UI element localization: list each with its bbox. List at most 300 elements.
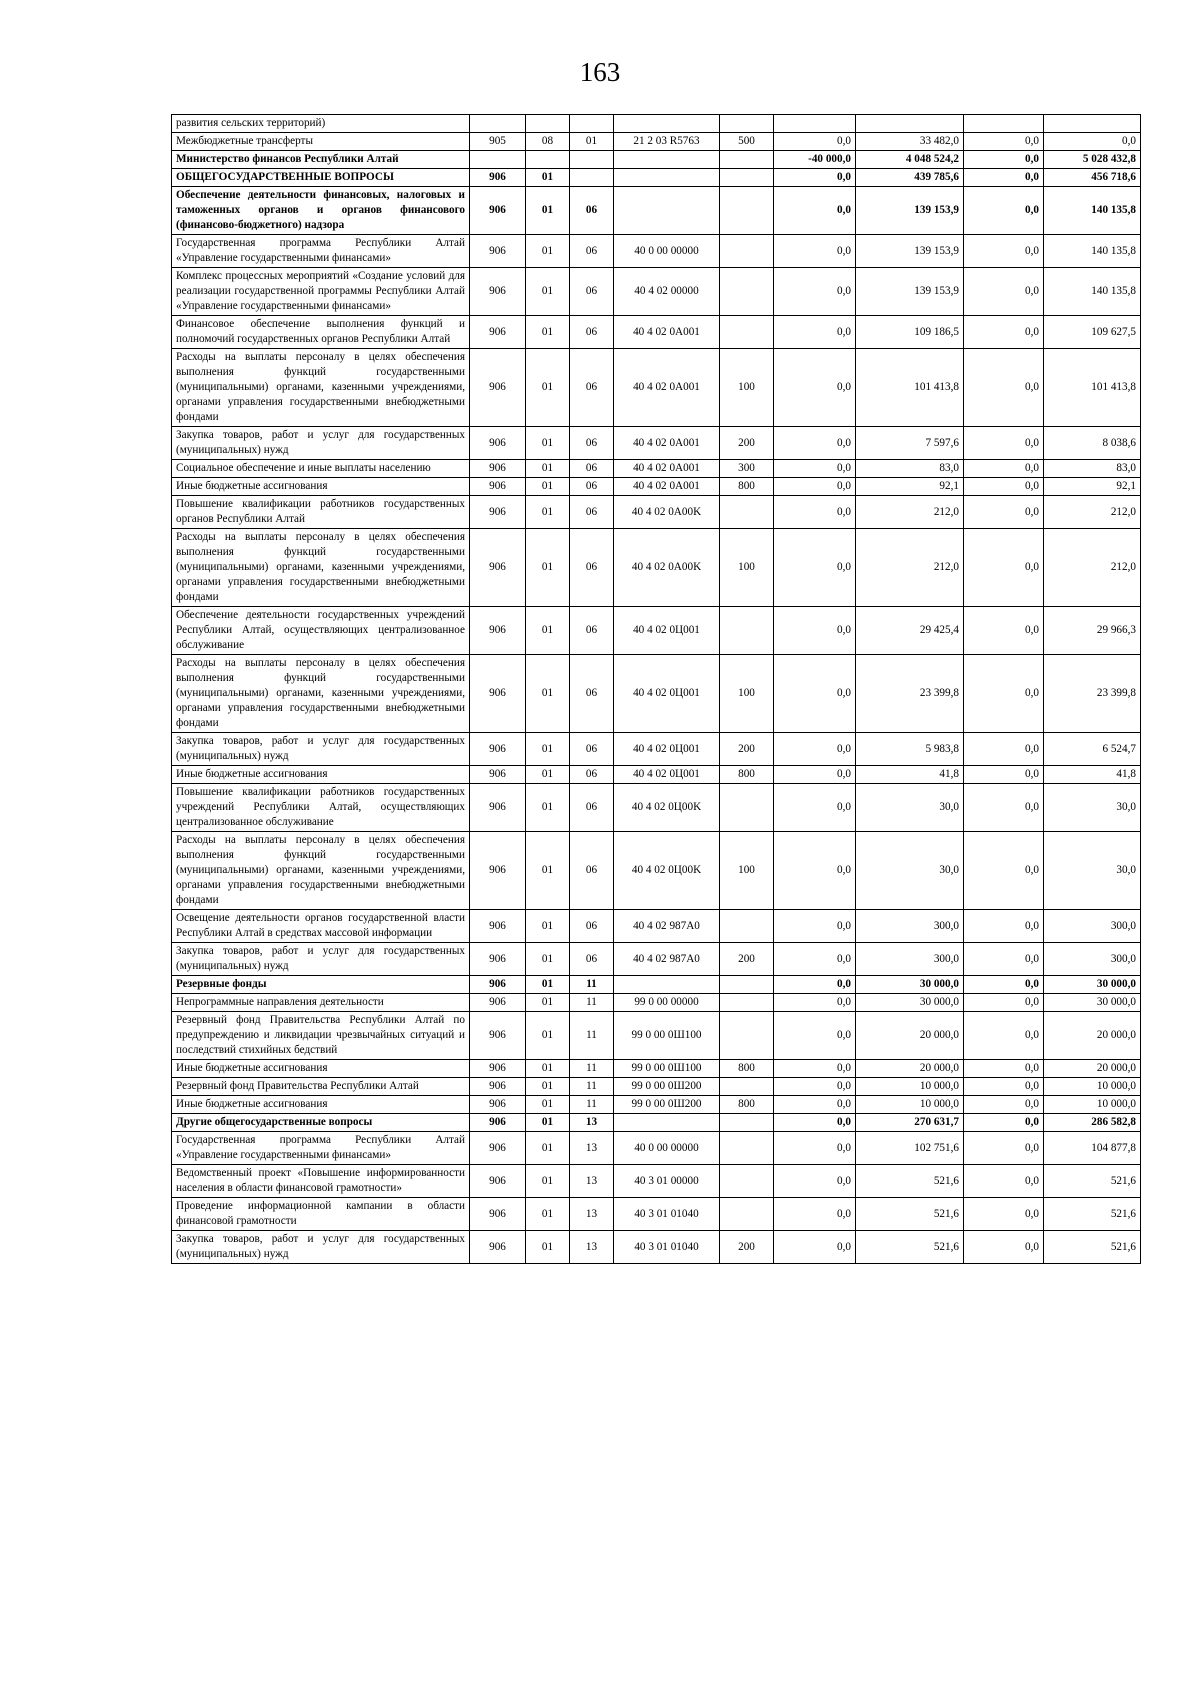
- cell-amount-change2: 0,0: [964, 316, 1044, 349]
- cell-amount-change: 0,0: [774, 943, 856, 976]
- cell-amount-change2: 0,0: [964, 976, 1044, 994]
- cell-amount-change2: 0,0: [964, 427, 1044, 460]
- cell-expense-type: [720, 910, 774, 943]
- cell-amount-year1: 7 597,6: [856, 427, 964, 460]
- cell-grbs: 906: [470, 1078, 526, 1096]
- cell-amount-change2: 0,0: [964, 832, 1044, 910]
- cell-podrazdel: 06: [570, 607, 614, 655]
- cell-target-article: 40 3 01 01040: [614, 1231, 720, 1264]
- cell-grbs: 906: [470, 187, 526, 235]
- cell-amount-change2: 0,0: [964, 943, 1044, 976]
- cell-expense-type: 100: [720, 529, 774, 607]
- table-row: [172, 349, 1141, 427]
- cell-amount-change2: 0,0: [964, 478, 1044, 496]
- cell-grbs: 906: [470, 427, 526, 460]
- cell-amount-change: 0,0: [774, 733, 856, 766]
- cell-podrazdel: 06: [570, 943, 614, 976]
- cell-amount-year1: 5 983,8: [856, 733, 964, 766]
- cell-razdel: 01: [526, 496, 570, 529]
- cell-target-article: 40 4 02 987A0: [614, 943, 720, 976]
- cell-amount-change2: 0,0: [964, 1078, 1044, 1096]
- cell-target-article: 40 0 00 00000: [614, 1132, 720, 1165]
- cell-target-article: [614, 115, 720, 133]
- cell-razdel: 01: [526, 1231, 570, 1264]
- table-row: [172, 733, 1141, 766]
- cell-expense-type: 800: [720, 1096, 774, 1114]
- cell-amount-year2: 92,1: [1044, 478, 1141, 496]
- cell-expense-type: [720, 1165, 774, 1198]
- cell-podrazdel: 06: [570, 733, 614, 766]
- cell-razdel: 01: [526, 1114, 570, 1132]
- cell-amount-change: 0,0: [774, 766, 856, 784]
- cell-podrazdel: [570, 115, 614, 133]
- cell-razdel: 01: [526, 316, 570, 349]
- cell-amount-year1: 30 000,0: [856, 994, 964, 1012]
- cell-grbs: 906: [470, 1165, 526, 1198]
- cell-target-article: 40 4 02 0A001: [614, 427, 720, 460]
- cell-razdel: 01: [526, 943, 570, 976]
- cell-grbs: 906: [470, 268, 526, 316]
- cell-amount-year1: 300,0: [856, 943, 964, 976]
- cell-amount-change: 0,0: [774, 316, 856, 349]
- cell-amount-year2: 30 000,0: [1044, 994, 1141, 1012]
- budget-table: [171, 114, 1141, 1264]
- row-name: Межбюджетные трансферты: [172, 133, 470, 151]
- cell-podrazdel: 06: [570, 187, 614, 235]
- cell-amount-year2: 10 000,0: [1044, 1096, 1141, 1114]
- table-row: [172, 169, 1141, 187]
- cell-amount-year1: 139 153,9: [856, 268, 964, 316]
- cell-razdel: 01: [526, 427, 570, 460]
- cell-amount-year2: 29 966,3: [1044, 607, 1141, 655]
- cell-grbs: 906: [470, 733, 526, 766]
- cell-amount-year2: 140 135,8: [1044, 235, 1141, 268]
- table-row: [172, 1012, 1141, 1060]
- cell-target-article: [614, 1114, 720, 1132]
- row-name: Освещение деятельности органов государственной власти Республики Алтай в средствах массовой информации: [172, 910, 470, 943]
- row-name: Иные бюджетные ассигнования: [172, 478, 470, 496]
- cell-podrazdel: 06: [570, 316, 614, 349]
- cell-amount-year1: 29 425,4: [856, 607, 964, 655]
- cell-razdel: 01: [526, 169, 570, 187]
- cell-expense-type: 200: [720, 943, 774, 976]
- cell-amount-change: 0,0: [774, 133, 856, 151]
- cell-amount-change2: 0,0: [964, 784, 1044, 832]
- cell-amount-year2: 521,6: [1044, 1231, 1141, 1264]
- cell-grbs: 906: [470, 169, 526, 187]
- cell-amount-year2: 140 135,8: [1044, 187, 1141, 235]
- cell-amount-change: 0,0: [774, 655, 856, 733]
- cell-razdel: 01: [526, 733, 570, 766]
- cell-expense-type: [720, 976, 774, 994]
- cell-podrazdel: 11: [570, 1078, 614, 1096]
- cell-grbs: 906: [470, 235, 526, 268]
- table-row: [172, 187, 1141, 235]
- cell-target-article: [614, 151, 720, 169]
- cell-amount-change: 0,0: [774, 349, 856, 427]
- cell-target-article: 40 4 02 0A001: [614, 460, 720, 478]
- cell-razdel: 01: [526, 784, 570, 832]
- cell-expense-type: [720, 1012, 774, 1060]
- cell-amount-change: 0,0: [774, 169, 856, 187]
- cell-expense-type: 500: [720, 133, 774, 151]
- table-row: [172, 1060, 1141, 1078]
- row-name: Расходы на выплаты персоналу в целях обеспечения выполнения функций государственными (муниципальными) органами, казенными учреждениями, органами управления государственными внебюджетными фондами: [172, 529, 470, 607]
- cell-podrazdel: 13: [570, 1114, 614, 1132]
- cell-amount-year1: 212,0: [856, 529, 964, 607]
- cell-amount-change: 0,0: [774, 268, 856, 316]
- row-name: Расходы на выплаты персоналу в целях обеспечения выполнения функций государственными (муниципальными) органами, казенными учреждениями, органами управления государственными внебюджетными фондами: [172, 832, 470, 910]
- cell-podrazdel: 11: [570, 994, 614, 1012]
- cell-amount-change: 0,0: [774, 1198, 856, 1231]
- cell-razdel: 01: [526, 607, 570, 655]
- row-name: Обеспечение деятельности государственных учреждений Республики Алтай, осуществляющих централизованное обслуживание: [172, 607, 470, 655]
- cell-amount-change: 0,0: [774, 187, 856, 235]
- cell-amount-year1: 41,8: [856, 766, 964, 784]
- cell-amount-change: 0,0: [774, 427, 856, 460]
- cell-target-article: 99 0 00 0Ш100: [614, 1060, 720, 1078]
- cell-amount-change: 0,0: [774, 235, 856, 268]
- table-row: [172, 655, 1141, 733]
- cell-target-article: 40 4 02 987A0: [614, 910, 720, 943]
- cell-target-article: [614, 187, 720, 235]
- cell-grbs: 906: [470, 766, 526, 784]
- cell-amount-change2: 0,0: [964, 349, 1044, 427]
- cell-expense-type: 200: [720, 427, 774, 460]
- cell-amount-change: 0,0: [774, 994, 856, 1012]
- cell-amount-year2: 8 038,6: [1044, 427, 1141, 460]
- cell-amount-year2: 521,6: [1044, 1165, 1141, 1198]
- cell-expense-type: [720, 151, 774, 169]
- cell-amount-change2: 0,0: [964, 187, 1044, 235]
- cell-amount-year2: [1044, 115, 1141, 133]
- table-row: [172, 1078, 1141, 1096]
- table-row: [172, 133, 1141, 151]
- row-name: Резервные фонды: [172, 976, 470, 994]
- cell-razdel: 01: [526, 1198, 570, 1231]
- cell-amount-change: 0,0: [774, 478, 856, 496]
- cell-expense-type: 100: [720, 832, 774, 910]
- cell-amount-change2: 0,0: [964, 1132, 1044, 1165]
- cell-podrazdel: 13: [570, 1132, 614, 1165]
- cell-expense-type: [720, 115, 774, 133]
- table-row: [172, 268, 1141, 316]
- cell-amount-year2: 521,6: [1044, 1198, 1141, 1231]
- cell-amount-change2: 0,0: [964, 910, 1044, 943]
- row-name: Закупка товаров, работ и услуг для государственных (муниципальных) нужд: [172, 733, 470, 766]
- cell-amount-year1: 4 048 524,2: [856, 151, 964, 169]
- cell-grbs: 905: [470, 133, 526, 151]
- row-name: Обеспечение деятельности финансовых, налоговых и таможенных органов и органов финансового (финансово-бюджетного) надзора: [172, 187, 470, 235]
- cell-amount-year1: 212,0: [856, 496, 964, 529]
- cell-grbs: 906: [470, 994, 526, 1012]
- cell-razdel: 01: [526, 478, 570, 496]
- cell-amount-year1: 10 000,0: [856, 1096, 964, 1114]
- cell-amount-change2: 0,0: [964, 1165, 1044, 1198]
- cell-grbs: 906: [470, 655, 526, 733]
- cell-grbs: [470, 151, 526, 169]
- cell-amount-change2: 0,0: [964, 994, 1044, 1012]
- cell-grbs: 906: [470, 349, 526, 427]
- row-name: Министерство финансов Республики Алтай: [172, 151, 470, 169]
- cell-razdel: 01: [526, 1078, 570, 1096]
- table-row: [172, 460, 1141, 478]
- cell-expense-type: [720, 169, 774, 187]
- row-name: Другие общегосударственные вопросы: [172, 1114, 470, 1132]
- row-name: Финансовое обеспечение выполнения функций и полномочий государственных органов Республики Алтай: [172, 316, 470, 349]
- cell-amount-change2: [964, 115, 1044, 133]
- cell-grbs: 906: [470, 496, 526, 529]
- cell-razdel: 01: [526, 349, 570, 427]
- cell-grbs: 906: [470, 943, 526, 976]
- cell-amount-year2: 0,0: [1044, 133, 1141, 151]
- cell-amount-year1: 30,0: [856, 784, 964, 832]
- table-row: [172, 1114, 1141, 1132]
- cell-amount-year2: 286 582,8: [1044, 1114, 1141, 1132]
- cell-podrazdel: 06: [570, 832, 614, 910]
- cell-amount-year2: 30 000,0: [1044, 976, 1141, 994]
- cell-target-article: 40 4 02 0A00K: [614, 496, 720, 529]
- row-name: Непрограммные направления деятельности: [172, 994, 470, 1012]
- cell-grbs: 906: [470, 478, 526, 496]
- cell-razdel: 01: [526, 268, 570, 316]
- cell-expense-type: 300: [720, 460, 774, 478]
- cell-amount-change: 0,0: [774, 784, 856, 832]
- cell-amount-change2: 0,0: [964, 1114, 1044, 1132]
- cell-amount-year2: 212,0: [1044, 496, 1141, 529]
- cell-grbs: 906: [470, 607, 526, 655]
- cell-razdel: 01: [526, 529, 570, 607]
- cell-podrazdel: 13: [570, 1165, 614, 1198]
- table-row: [172, 235, 1141, 268]
- cell-podrazdel: 11: [570, 1012, 614, 1060]
- cell-razdel: 01: [526, 766, 570, 784]
- cell-amount-year2: 212,0: [1044, 529, 1141, 607]
- cell-grbs: 906: [470, 784, 526, 832]
- cell-amount-year2: 104 877,8: [1044, 1132, 1141, 1165]
- cell-amount-change: 0,0: [774, 1114, 856, 1132]
- cell-podrazdel: [570, 151, 614, 169]
- table-row: [172, 427, 1141, 460]
- cell-razdel: 01: [526, 1012, 570, 1060]
- table-row: [172, 832, 1141, 910]
- cell-amount-year1: 521,6: [856, 1231, 964, 1264]
- cell-grbs: 906: [470, 1012, 526, 1060]
- cell-amount-year2: 456 718,6: [1044, 169, 1141, 187]
- cell-amount-year1: 20 000,0: [856, 1012, 964, 1060]
- cell-target-article: 40 3 01 01040: [614, 1198, 720, 1231]
- cell-podrazdel: 06: [570, 784, 614, 832]
- cell-amount-change: 0,0: [774, 1231, 856, 1264]
- table-row: [172, 1198, 1141, 1231]
- cell-razdel: 01: [526, 976, 570, 994]
- cell-amount-change: 0,0: [774, 1012, 856, 1060]
- row-name: Иные бюджетные ассигнования: [172, 766, 470, 784]
- cell-expense-type: [720, 268, 774, 316]
- cell-podrazdel: 06: [570, 427, 614, 460]
- cell-podrazdel: 11: [570, 1096, 614, 1114]
- table-row: [172, 496, 1141, 529]
- cell-amount-year1: 139 153,9: [856, 235, 964, 268]
- cell-amount-year1: 521,6: [856, 1198, 964, 1231]
- cell-podrazdel: 06: [570, 478, 614, 496]
- cell-amount-change2: 0,0: [964, 529, 1044, 607]
- cell-amount-year1: 521,6: [856, 1165, 964, 1198]
- cell-expense-type: [720, 496, 774, 529]
- cell-amount-year2: 41,8: [1044, 766, 1141, 784]
- row-name: Резервный фонд Правительства Республики Алтай по предупреждению и ликвидации чрезвычайных ситуаций и последствий стихийных бедствий: [172, 1012, 470, 1060]
- cell-razdel: 01: [526, 1096, 570, 1114]
- cell-amount-year2: 109 627,5: [1044, 316, 1141, 349]
- cell-expense-type: 100: [720, 349, 774, 427]
- cell-expense-type: [720, 1078, 774, 1096]
- cell-podrazdel: 06: [570, 655, 614, 733]
- table-row: [172, 1165, 1141, 1198]
- cell-amount-change: 0,0: [774, 976, 856, 994]
- cell-target-article: 40 4 02 0Ц00K: [614, 832, 720, 910]
- cell-amount-year2: 101 413,8: [1044, 349, 1141, 427]
- budget-table-body: [172, 115, 1141, 1264]
- cell-expense-type: [720, 235, 774, 268]
- cell-amount-year2: 30,0: [1044, 832, 1141, 910]
- cell-amount-change2: 0,0: [964, 733, 1044, 766]
- cell-amount-change2: 0,0: [964, 1012, 1044, 1060]
- cell-target-article: 99 0 00 0Ш200: [614, 1078, 720, 1096]
- cell-target-article: 40 4 02 0A00K: [614, 529, 720, 607]
- row-name: Повышение квалификации работников государственных учреждений Республики Алтай, осуществляющих централизованное обслуживание: [172, 784, 470, 832]
- cell-amount-change: 0,0: [774, 529, 856, 607]
- row-name: Ведомственный проект «Повышение информированности населения в области финансовой грамотности»: [172, 1165, 470, 1198]
- cell-grbs: 906: [470, 832, 526, 910]
- cell-expense-type: 100: [720, 655, 774, 733]
- cell-expense-type: 800: [720, 478, 774, 496]
- cell-amount-year2: 23 399,8: [1044, 655, 1141, 733]
- cell-amount-year2: 20 000,0: [1044, 1060, 1141, 1078]
- cell-target-article: 40 4 02 0Ц00K: [614, 784, 720, 832]
- cell-razdel: 08: [526, 133, 570, 151]
- table-row: [172, 1132, 1141, 1165]
- cell-razdel: 01: [526, 1060, 570, 1078]
- cell-expense-type: 800: [720, 1060, 774, 1078]
- cell-amount-change: 0,0: [774, 910, 856, 943]
- cell-amount-change2: 0,0: [964, 169, 1044, 187]
- cell-amount-change: 0,0: [774, 1078, 856, 1096]
- cell-amount-year1: 23 399,8: [856, 655, 964, 733]
- cell-podrazdel: [570, 169, 614, 187]
- cell-amount-change: 0,0: [774, 1165, 856, 1198]
- cell-amount-change2: 0,0: [964, 460, 1044, 478]
- table-row: [172, 910, 1141, 943]
- table-row: [172, 151, 1141, 169]
- cell-grbs: 906: [470, 1132, 526, 1165]
- table-row: [172, 784, 1141, 832]
- table-row: [172, 1231, 1141, 1264]
- cell-podrazdel: 06: [570, 496, 614, 529]
- cell-podrazdel: 13: [570, 1198, 614, 1231]
- cell-target-article: 40 4 02 0Ц001: [614, 766, 720, 784]
- cell-grbs: 906: [470, 1060, 526, 1078]
- cell-amount-year1: 102 751,6: [856, 1132, 964, 1165]
- cell-amount-year1: 33 482,0: [856, 133, 964, 151]
- cell-podrazdel: 06: [570, 349, 614, 427]
- cell-amount-change2: 0,0: [964, 1198, 1044, 1231]
- cell-amount-change2: 0,0: [964, 1060, 1044, 1078]
- cell-amount-change: -40 000,0: [774, 151, 856, 169]
- cell-razdel: 01: [526, 910, 570, 943]
- cell-amount-year1: 270 631,7: [856, 1114, 964, 1132]
- row-name: Резервный фонд Правительства Республики Алтай: [172, 1078, 470, 1096]
- cell-target-article: 40 4 02 0Ц001: [614, 607, 720, 655]
- cell-target-article: 99 0 00 0Ш100: [614, 1012, 720, 1060]
- cell-expense-type: [720, 1114, 774, 1132]
- cell-podrazdel: 06: [570, 268, 614, 316]
- table-row: [172, 607, 1141, 655]
- cell-target-article: 40 4 02 0A001: [614, 349, 720, 427]
- cell-razdel: 01: [526, 1165, 570, 1198]
- cell-razdel: 01: [526, 832, 570, 910]
- table-row: [172, 766, 1141, 784]
- cell-amount-change: 0,0: [774, 1132, 856, 1165]
- table-row: [172, 943, 1141, 976]
- table-row: [172, 316, 1141, 349]
- cell-target-article: [614, 169, 720, 187]
- cell-target-article: 40 4 02 00000: [614, 268, 720, 316]
- cell-amount-year1: 10 000,0: [856, 1078, 964, 1096]
- row-name: Государственная программа Республики Алтай «Управление государственными финансами»: [172, 1132, 470, 1165]
- row-name: Повышение квалификации работников государственных органов Республики Алтай: [172, 496, 470, 529]
- cell-expense-type: [720, 994, 774, 1012]
- cell-podrazdel: 06: [570, 910, 614, 943]
- cell-target-article: 21 2 03 R5763: [614, 133, 720, 151]
- cell-amount-change: 0,0: [774, 1096, 856, 1114]
- cell-podrazdel: 13: [570, 1231, 614, 1264]
- cell-amount-year2: 6 524,7: [1044, 733, 1141, 766]
- cell-amount-year1: 20 000,0: [856, 1060, 964, 1078]
- cell-amount-change2: 0,0: [964, 607, 1044, 655]
- cell-target-article: 99 0 00 00000: [614, 994, 720, 1012]
- cell-amount-change2: 0,0: [964, 766, 1044, 784]
- cell-razdel: [526, 151, 570, 169]
- cell-amount-year1: 101 413,8: [856, 349, 964, 427]
- cell-amount-year2: 10 000,0: [1044, 1078, 1141, 1096]
- cell-amount-change2: 0,0: [964, 268, 1044, 316]
- cell-podrazdel: 06: [570, 766, 614, 784]
- cell-amount-change2: 0,0: [964, 151, 1044, 169]
- cell-amount-year1: 300,0: [856, 910, 964, 943]
- cell-amount-change: 0,0: [774, 607, 856, 655]
- cell-expense-type: 200: [720, 733, 774, 766]
- cell-grbs: 906: [470, 910, 526, 943]
- cell-razdel: 01: [526, 1132, 570, 1165]
- cell-expense-type: [720, 187, 774, 235]
- table-row: [172, 1096, 1141, 1114]
- cell-grbs: 906: [470, 1198, 526, 1231]
- cell-amount-year1: 30 000,0: [856, 976, 964, 994]
- cell-amount-change2: 0,0: [964, 133, 1044, 151]
- row-name: Закупка товаров, работ и услуг для государственных (муниципальных) нужд: [172, 943, 470, 976]
- cell-grbs: 906: [470, 1231, 526, 1264]
- row-name: Расходы на выплаты персоналу в целях обеспечения выполнения функций государственными (муниципальными) органами, казенными учреждениями, органами управления государственными внебюджетными фондами: [172, 655, 470, 733]
- row-name: Расходы на выплаты персоналу в целях обеспечения выполнения функций государственными (муниципальными) органами, казенными учреждениями, органами управления государственными внебюджетными фондами: [172, 349, 470, 427]
- cell-razdel: 01: [526, 187, 570, 235]
- cell-amount-change2: 0,0: [964, 655, 1044, 733]
- cell-amount-change2: 0,0: [964, 1096, 1044, 1114]
- cell-amount-change2: 0,0: [964, 1231, 1044, 1264]
- cell-grbs: 906: [470, 976, 526, 994]
- cell-grbs: 906: [470, 529, 526, 607]
- row-name: Государственная программа Республики Алтай «Управление государственными финансами»: [172, 235, 470, 268]
- cell-amount-year2: 83,0: [1044, 460, 1141, 478]
